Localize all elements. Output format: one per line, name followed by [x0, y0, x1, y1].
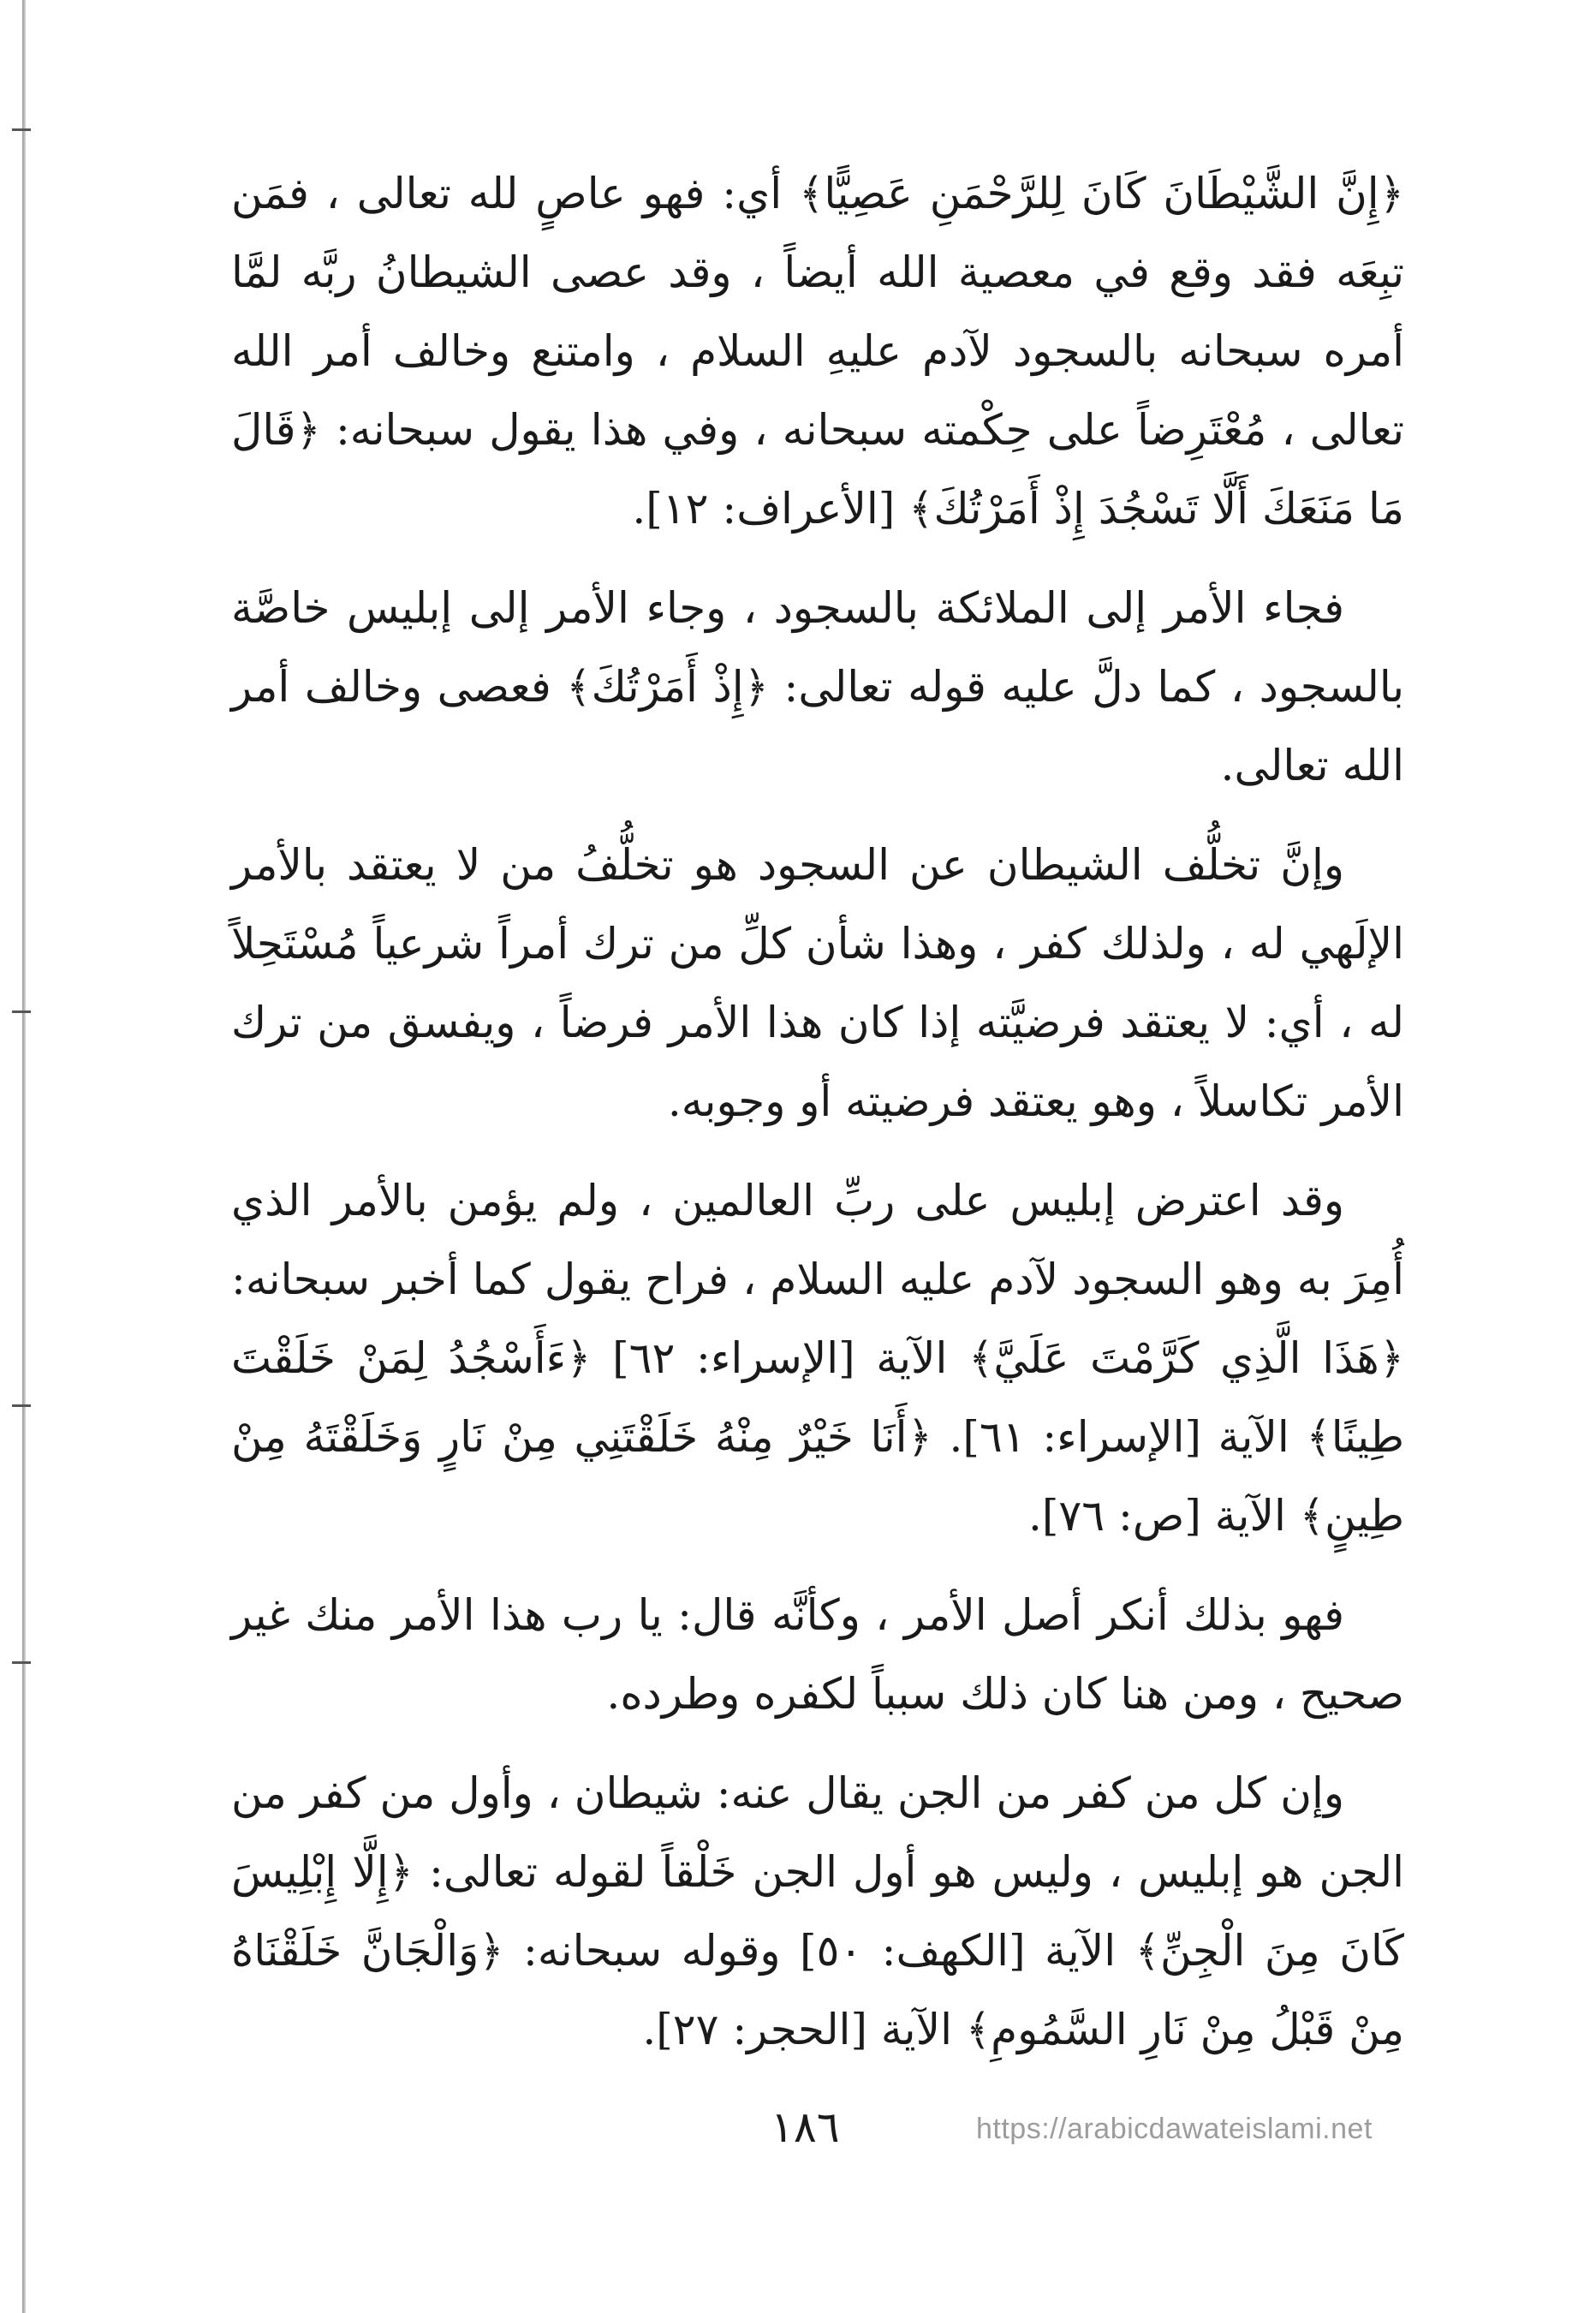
scan-edge-mark — [12, 1404, 31, 1407]
paragraph-5: فهو بذلك أنكر أصل الأمر ، وكأنَّه قال: يا رب هذا الأمر منك غير صحيح ، ومن هنا كان ذلك سبباً لكفره وطرده. — [231, 1590, 1404, 1719]
page-number: ١٨٦ — [771, 2102, 840, 2152]
scan-edge-mark — [12, 1010, 31, 1013]
paragraph-6: وإن كل من كفر من الجن يقال عنه: شيطان ، وأول من كفر من الجن هو إبليس ، وليس هو أول الجن خَلْقاً لقوله تعالى: ﴿إِلَّا إِبْلِيسَ كَانَ مِنَ الْجِنِّ﴾ الآية [الكهف: ٥٠] وقوله سبحانه: ﴿وَالْجَانَّ خَلَقْنَاهُ مِنْ قَبْلُ مِنْ نَارِ السَّمُومِ﴾ الآية [الحجر: ٢٧]. — [231, 1768, 1404, 2054]
scan-edge-mark — [12, 128, 31, 131]
page-binding-edge — [22, 0, 26, 2313]
scan-edge-mark — [12, 1661, 31, 1664]
watermark-url: https://arabicdawateislami.net — [976, 2113, 1373, 2145]
paragraph-2: فجاء الأمر إلى الملائكة بالسجود ، وجاء الأمر إلى إبليس خاصَّة بالسجود ، كما دلَّ عليه قوله تعالى: ﴿إِذْ أَمَرْتُكَ﴾ فعصى وخالف أمر الله تعالى. — [231, 583, 1404, 790]
paragraph-3: وإنَّ تخلُّف الشيطان عن السجود هو تخلُّفُ من لا يعتقد بالأمر الإلَهي له ، ولذلك كفر ، وهذا شأن كلِّ من ترك أمراً شرعياً مُسْتَحِلاً له ، أي: لا يعتقد فرضيَّته إذا كان هذا الأمر فرضاً ، ويفسق من ترك الأمر تكاسلاً ، وهو يعتقد فرضيته أو وجوبه. — [231, 840, 1404, 1126]
paragraph-4: وقد اعترض إبليس على ربِّ العالمين ، ولم يؤمن بالأمر الذي أُمِرَ به وهو السجود لآدم عليه السلام ، فراح يقول كما أخبر سبحانه: ﴿هَذَا الَّذِي كَرَّمْتَ عَلَيَّ﴾ الآية [الإسراء: ٦٢] ﴿ءَأَسْجُدُ لِمَنْ خَلَقْتَ طِينًا﴾ الآية [الإسراء: ٦١]. ﴿أَنَا خَيْرٌ مِنْهُ خَلَقْتَنِي مِنْ نَارٍ وَخَلَقْتَهُ مِنْ طِينٍ﴾ الآية [ص: ٧٦]. — [231, 1176, 1404, 1541]
paragraph-1: ﴿إِنَّ الشَّيْطَانَ كَانَ لِلرَّحْمَنِ عَصِيًّا﴾ أي: فهو عاصٍ لله تعالى ، فمَن تبِعَه فقد وقع في معصية الله أيضاً ، وقد عصى الشيطانُ ربَّه لمَّا أمره سبحانه بالسجود لآدم عليهِ السلام ، وامتنع وخالف أمر الله تعالى ، مُعْتَرِضاً على حِكْمته سبحانه ، وفي هذا يقول سبحانه: ﴿قَالَ مَا مَنَعَكَ أَلَّا تَسْجُدَ إِذْ أَمَرْتُكَ﴾ [الأعراف: ١٢]. — [231, 169, 1404, 534]
page-footer — [0, 2102, 1596, 2171]
page-body — [231, 154, 1404, 2089]
